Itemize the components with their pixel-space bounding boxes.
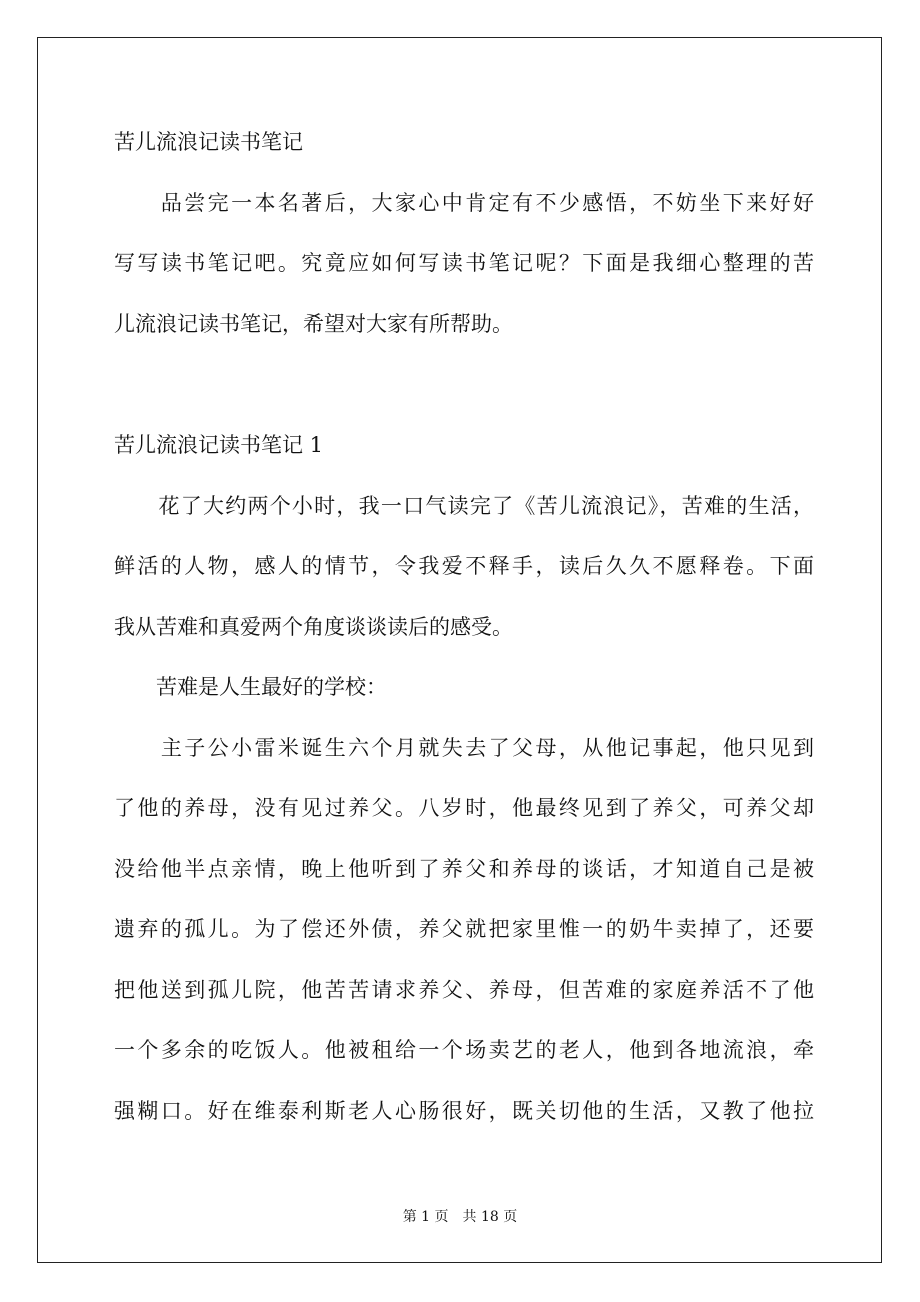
body-line-5: 主子公小雷米诞生六个月就失去了父母，从他记事起，他只见到 <box>114 736 814 760</box>
intro-line-1: 品尝完一本名著后，大家心中肯定有不少感悟，不妨坐下来好好 <box>114 191 814 215</box>
body-line-1: 花了大约两个小时，我一口气读完了《苦儿流浪记》，苦难的生活， <box>114 494 814 518</box>
intro-line-3: 儿流浪记读书笔记，希望对大家有所帮助。 <box>114 312 513 336</box>
section-title: 苦儿流浪记读书笔记 1 <box>114 433 324 457</box>
body-line-11: 强糊口。好在维泰利斯老人心肠很好，既关切他的生活，又教了他拉 <box>114 1099 814 1123</box>
body-line-10: 一个多余的吃饭人。他被租给一个场卖艺的老人，他到各地流浪，牵 <box>114 1038 814 1062</box>
body-line-3: 我从苦难和真爱两个角度谈谈读后的感受。 <box>114 615 513 639</box>
intro-line-2: 写写读书笔记吧。究竟应如何写读书笔记呢？下面是我细心整理的苦 <box>114 251 814 275</box>
page-footer <box>0 1207 920 1227</box>
body-line-6: 了他的养母，没有见过养父。八岁时，他最终见到了养父，可养父却 <box>114 796 814 820</box>
page-number: 第 1 页 <box>402 1209 449 1225</box>
body-line-4: 苦难是人生最好的学校： <box>114 675 387 699</box>
body-line-2: 鲜活的人物，感人的情节，令我爱不释手，读后久久不愿释卷。下面 <box>114 554 814 578</box>
page-total: 共 18 页 <box>462 1209 518 1225</box>
body-line-9: 把他送到孤儿院，他苦苦请求养父、养母，但苦难的家庭养活不了他 <box>114 978 814 1002</box>
body-line-7: 没给他半点亲情，晚上他听到了养父和养母的谈话，才知道自己是被 <box>114 857 814 881</box>
page-border <box>37 37 882 1263</box>
document-title: 苦儿流浪记读书笔记 <box>114 130 303 154</box>
body-line-8: 遗弃的孤儿。为了偿还外债，养父就把家里惟一的奶牛卖掉了，还要 <box>114 917 814 941</box>
